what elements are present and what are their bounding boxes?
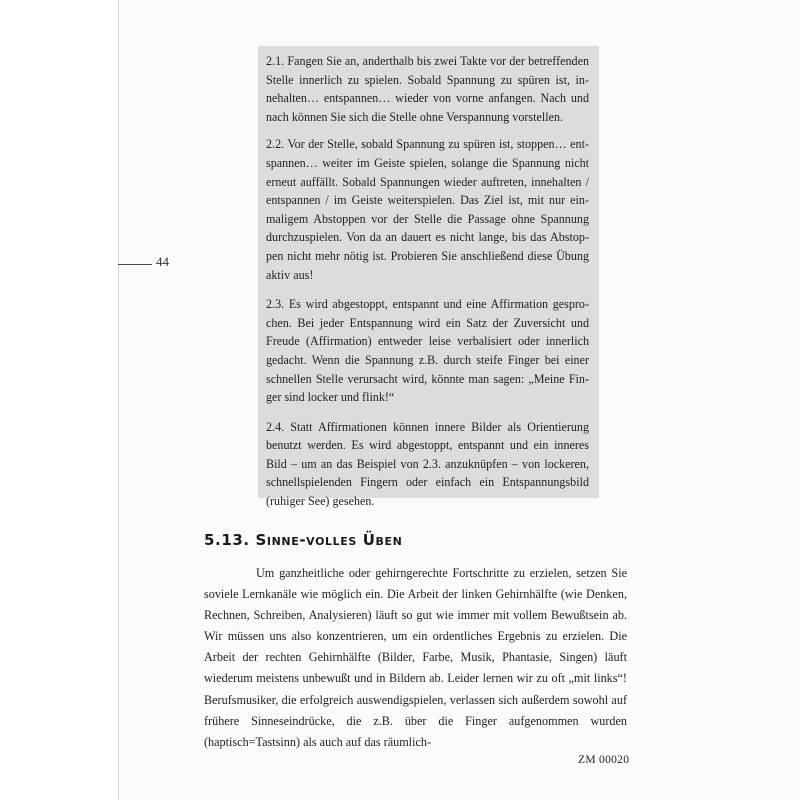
- page-number-rule: [118, 264, 152, 265]
- section-body-text: Um ganzheitliche oder gehirngerechte Fortschritte zu erzielen, setzen Sie soviele Lernkanäle wie möglich ein. Die Arbeit der linken Gehirnhälfte (wie Denken, Rechnen, Schreiben, Analysieren) läuft so gut wie immer mit vollem Bewußtsein ab. Wir müssen uns also konzentrieren, um ein ordentliches Ergebnis zu erzielen. Die Arbeit der rechten Gehirnhälfte (Bilder, Farbe, Musik, Phantasie, Singen) läuft wiederum meistens unbewußt und in Bildern ab. Leider lernen wir zu oft „mit links“! Berufsmusiker, die erfolgreich auswendigspielen, verlassen sich außerdem sowohl auf frühere Sinneseindrücke, die z.B. über die Finger aufgenommen wurden (haptisch=Tastsinn) als auch auf das räumlich-: [204, 566, 627, 749]
- section-heading: 5.13. Sinne-volles Üben: [204, 531, 403, 549]
- exercise-paragraph-2-4: 2.4. Statt Affirmationen können innere Bilder als Orientierung benutzt werden. Es wird abgestoppt, entspannt und ein inneres Bild – um an das Beispiel von 2.3. anzuknüpfen – von lockeren, schnellspielenden Fingern oder einfach ein Entspannungsbild (ruhiger See) gesehen.: [266, 419, 589, 509]
- exercise-paragraph-2-2: 2.2. Vor der Stelle, sobald Spannung zu spüren ist, stoppen… entspannen… weiter im Geiste spielen, solange die Spannung nicht erneut auffällt. Sobald Spannungen wieder auftreten, innehalten / entspannen / im Geiste weiterspielen. Das Ziel ist, mit nur einmaligem Abstoppen vor der Stelle die Passage ohne Spannung durchzuspielen. Von da an dauert es nicht lange, bis das Abstoppen nicht mehr nötig ist. Probieren Sie anschließend diese Übung aktiv aus!: [266, 137, 589, 282]
- page-number: 44: [156, 254, 169, 269]
- exercise-paragraph-2-1: 2.1. Fangen Sie an, anderthalb bis zwei Takte vor der betreffenden Stelle innerlich zu spielen. Sobald Spannung zu spüren ist, innehalten… entspannen… wieder von vorne anfangen. Nach und nach können Sie sich die Stelle ohne Verspannung vorstellen.: [266, 54, 589, 124]
- exercise-paragraph-2-3: 2.3. Es wird abgestoppt, entspannt und eine Affirmation gesprochen. Bei jeder Entspannung wird ein Satz der Zuversicht und Freude (Affirmation) entweder leise verbalisiert oder innerlich gedacht. Wenn die Spannung z.B. durch steife Finger bei einer schnellen Stelle verursacht wird, könnte man sagen: „Meine Finger sind locker und flink!“: [266, 297, 589, 405]
- exercise-box: [258, 46, 599, 509]
- footer-code: ZM 00020: [578, 754, 630, 766]
